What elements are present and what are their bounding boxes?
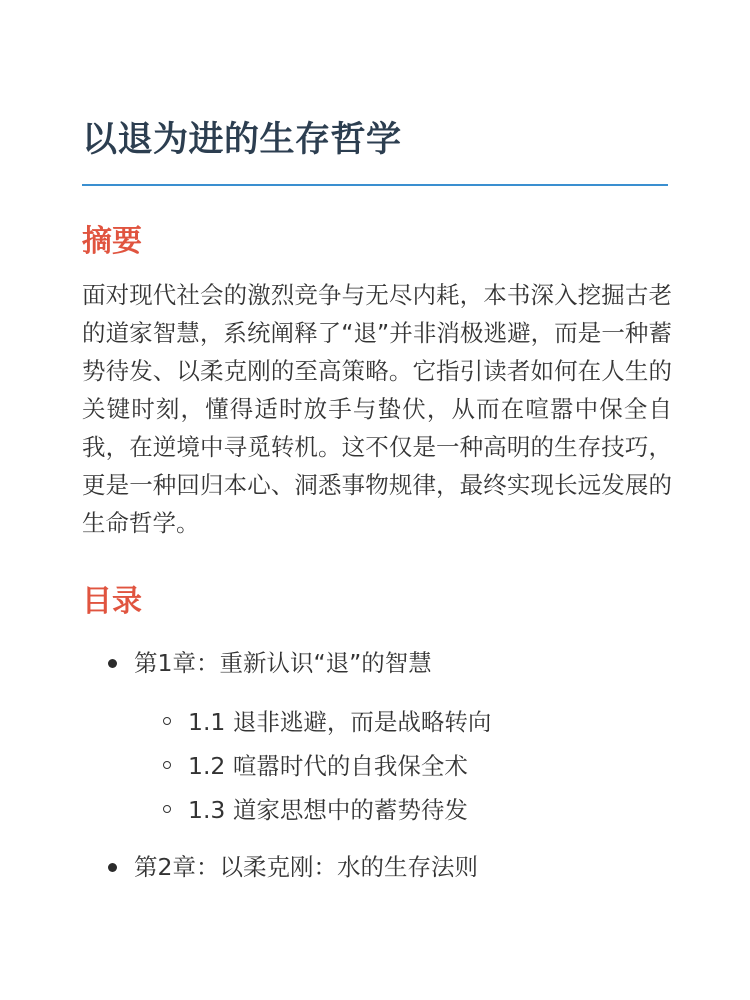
toc-chapter-1 bbox=[82, 644, 668, 832]
section-1-3-title: 1.3 道家思想中的蓄势待发 bbox=[188, 796, 468, 824]
chapter-2-title: 第2章：以柔克刚：水的生存法则 bbox=[134, 853, 478, 881]
section-1-2-title: 1.2 喧嚣时代的自我保全术 bbox=[188, 752, 468, 780]
toc-section-1-3 bbox=[134, 788, 668, 832]
table-of-contents bbox=[82, 644, 668, 886]
hollow-bullet-icon bbox=[163, 717, 171, 725]
abstract-heading: 摘要 bbox=[82, 224, 142, 259]
chapter-1-sections bbox=[134, 700, 668, 832]
hollow-bullet-icon bbox=[163, 761, 171, 769]
section-1-1-title: 1.1 退非逃避，而是战略转向 bbox=[188, 708, 492, 736]
chapter-1-title: 第1章：重新认识“退”的智慧 bbox=[134, 649, 432, 677]
title-divider bbox=[82, 184, 668, 186]
toc-heading: 目录 bbox=[82, 584, 142, 619]
abstract-text: 面对现代社会的激烈竞争与无尽内耗，本书深入挖掘古老的道家智慧，系统阐释了“退”并非消极逃避，而是一种蓄势待发、以柔克刚的至高策略。它指引读者如何在人生的关键时刻，懂得适时放手与蛰伏，从而在喧嚣中保全自我，在逆境中寻觅转机。这不仅是一种高明的生存技巧，更是一种回归本心、洞悉事物规律，最终实现长远发展的生命哲学。 bbox=[82, 281, 672, 537]
toc-section-1-1 bbox=[134, 700, 668, 744]
toc-section-1-2 bbox=[134, 744, 668, 788]
page-title: 以退为进的生存哲学 bbox=[82, 120, 402, 160]
filled-bullet-icon bbox=[108, 659, 117, 668]
toc-chapter-2 bbox=[82, 848, 668, 886]
filled-bullet-icon bbox=[108, 863, 117, 872]
hollow-bullet-icon bbox=[163, 805, 171, 813]
